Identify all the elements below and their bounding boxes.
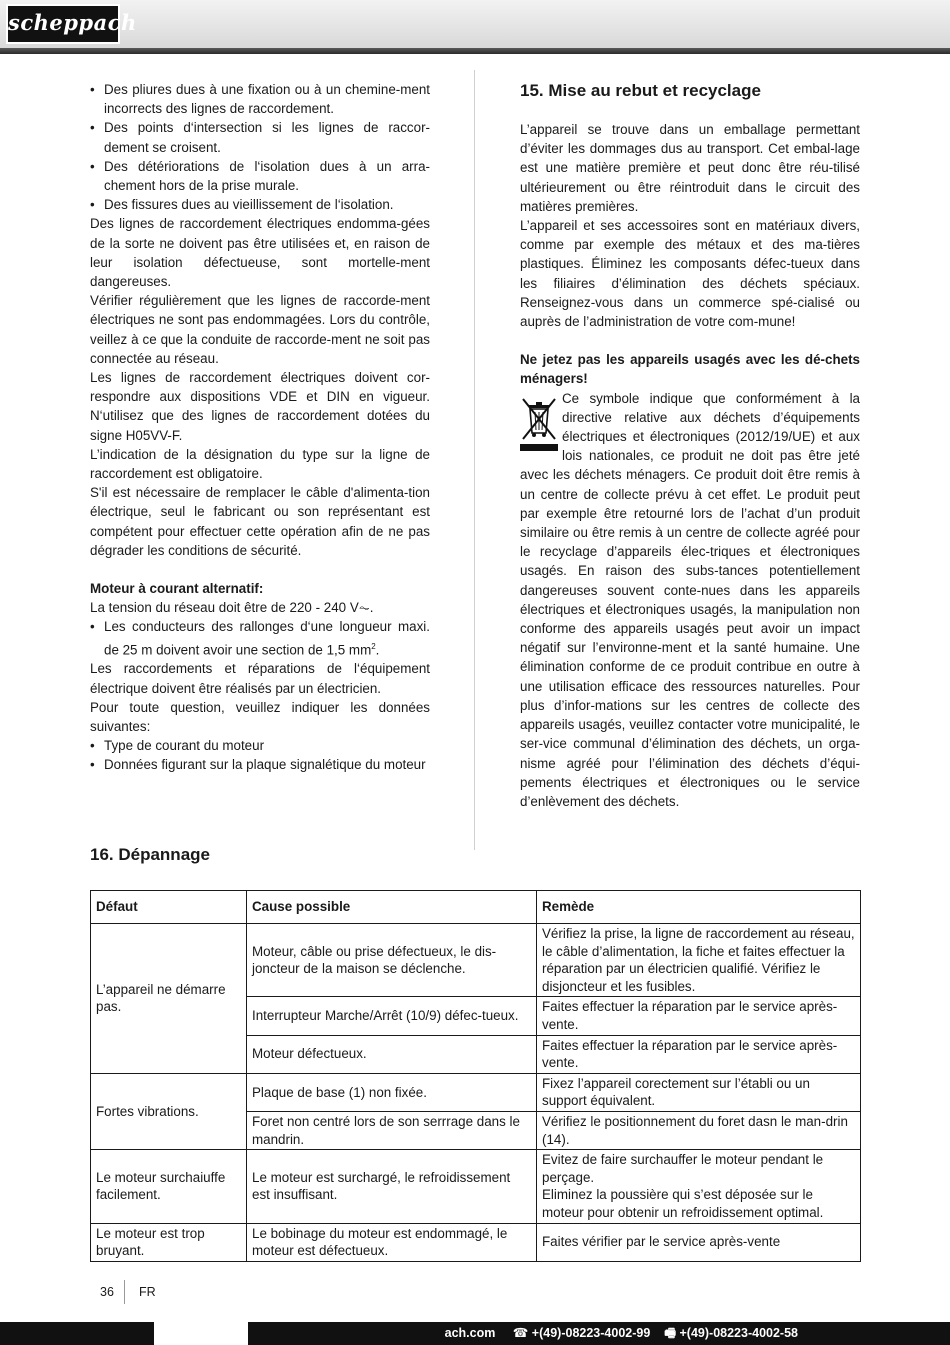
troubleshooting-table [90,890,861,1262]
motor-heading: Moteur à courant alternatif: [90,581,264,597]
remedy-cell: Vérifiez le positionnement du foret dasn le man-drin (14). [537,1111,861,1149]
remedy-cell: Vérifiez la prise, la ligne de raccordement au réseau, le câble d’alimentation, la fiche et faites effectuer la réparation par un électricien qualifié. Vérifiez le disjoncteur et les fusibles. [537,924,861,997]
weee-paragraph: Ce symbole indique que conformément à la directive relative aux déchets d’équipements électriques et électroniques (2012/19/UE) et aux lois nationales, ce produit ne doit pas être jeté avec les déchets ménagers. Ce produit doit être remis à un centre de collecte prévu à cet effet. Le produit peut par exemple être retourné lors de l’achat d’un produit similaire ou être remis à un centre de collecte agréé pour le recyclage d’appareils élec-triques et électroniques usagés. En raison des subs-tances potentiellement dangereuses souvent conte-nues dans les appareils électriques et électroniques usagés, la manipulation non conforme des appareils usagés peut avoir un impact négatif sur l’environne-ment et la santé humaine. Une élimination conforme de ce produit contribue en outre à une utilisation efficace des ressources naturelles. Pour plus d’infor-mations sur les centres de collecte des appareils usagés, veuillez contacter votre municipalité, le ser-vice communal d’élimination des déchets, un orga-nisme agréé pour l’élimination des déchets d’équi-pements électriques et électroniques ou le service d’enlèvement des déchets. [520,390,860,809]
language-code: FR [139,1285,156,1299]
phone-icon: ☎ [512,1326,529,1340]
left-column [90,80,430,775]
crossed-bin-icon [520,395,558,453]
footer-divider [124,1280,125,1304]
remedy-cell: Fixez l’appareil corectement sur l’établi ou un support équivalent. [537,1073,861,1111]
fault-cell: Le moteur surchaiuffe facilement. [91,1150,247,1223]
list-item: • Des pliures dues à une fixation ou à un chemine-ment incorrects des lignes de raccordement. [90,82,430,117]
table-header-row [91,891,861,924]
right-column [520,80,860,811]
fault-cell: Fortes vibrations. [91,1073,247,1149]
list-item: • Des détériorations de l‘isolation dues à un arra-chement hors de la prise murale. [90,158,430,194]
footer-bar-gap [154,1322,248,1345]
page-header [0,0,950,48]
cause-cell: Moteur défectueux. [247,1035,537,1073]
table-row [91,1150,861,1223]
paragraph: Des lignes de raccordement électriques endomma-gées de la sorte ne doivent pas être utilisées et, en raison de leur isolation défectueuse, sont mortelle-ment dangereuses. [90,216,430,290]
phone-number: +(49)-08223-4002-99 [531,1326,651,1340]
disposal-notice: Ne jetez pas les appareils usagés avec les dé-chets ménagers! [520,352,860,387]
damage-bullet-list [90,80,430,214]
column-header-cause: Cause possible [247,891,537,924]
fax-number: +(49)-08223-4002-58 [679,1326,798,1340]
cause-cell: Plaque de base (1) non fixée. [247,1073,537,1111]
brand-logo: scheppach [6,4,120,44]
list-item: • Des points d‘intersection si les lignes de raccor-dement se croisent. [90,120,430,155]
header-divider [0,48,950,54]
table-row [91,1223,861,1261]
paragraph: S'il est nécessaire de remplacer le câble d'alimenta-tion électrique, seul le fabricant ou son représentant est compétent pour effectuer cette opération afin de ne pas dégrader les conditions de sécurité. [90,485,430,558]
paragraph: Vérifier régulièrement que les lignes de raccorde-ment électriques ne sont pas endommagées. Lors du contrôle, veillez à ce que la conduite de raccorde-ment ne soit pas connectée au réseau. [90,293,430,366]
voltage-line: La tension du réseau doit être de 220 - 240 V⏦. [90,600,374,616]
footer-contact [445,1322,798,1345]
cause-cell: Moteur, câble ou prise défectueux, le dis-joncteur de la maison se déclenche. [247,924,537,997]
remedy-cell: Faites effectuer la réparation par le service après-vente. [537,1035,861,1073]
column-divider [474,70,475,850]
list-item: • Données figurant sur la plaque signalétique du moteur [90,757,426,773]
cause-cell: Foret non centré lors de son serrrage dans le mandrin. [247,1111,537,1149]
table-row [91,924,861,997]
cause-cell: Interrupteur Marche/Arrêt (10/9) défec-tueux. [247,997,537,1035]
table-row [91,1073,861,1111]
paragraph: Pour toute question, veuillez indiquer les données suivantes: [90,699,430,734]
section-heading-recycling: 15. Mise au rebut et recyclage [520,81,761,100]
ac-symbol: ⏦. [358,600,374,616]
cause-cell: Le moteur est surchargé, le refroidissement est insuffisant. [247,1150,537,1223]
remedy-cell: Evitez de faire surchauffer le moteur pendant le perçage. Eliminez la poussière qui s’est déposée sur le moteur pour obtenir un refroidissement optimal. [537,1150,861,1223]
weee-block [520,389,860,811]
cable-bullet-list [90,617,430,659]
paragraph: L’appareil se trouve dans un emballage permettant d’éviter les dommages dus au transport. Cet embal-lage est une matière première et peut donc être réu-tilisé ultérieurement ou être réintroduit dans le circuit des matières premières. [520,122,860,214]
remedy-cell: Faites vérifier par le service après-vente [537,1223,861,1261]
paragraph: Les raccordements et réparations de l‘équipement électrique doivent être réalisés par un électricien. [90,661,430,696]
paragraph: L’appareil et ses accessoires sont en matériaux divers, comme par exemple des métaux et des ma-tières plastiques. Éliminez les composants défec-tueux dans les filiaires d’élimination des déchets spéciaux. Renseignez-vous dans un commerce spé-cialisé ou auprès de l’administration de votre com-mune! [520,218,860,330]
list-item: • Type de courant du moteur [90,738,265,754]
list-item: • Des fissures dues au vieillissement de l‘isolation. [90,197,394,213]
fault-cell: L’appareil ne démarre pas. [91,924,247,1074]
fax-icon: 🖷 [664,1326,677,1340]
paragraph: L’indication de la désignation du type sur la ligne de raccordement est obligatoire. [90,446,430,482]
page-number: 36 [100,1285,114,1299]
fault-cell: Le moteur est trop bruyant. [91,1223,247,1261]
cause-cell: Le bobinage du moteur est endommagé, le moteur est défectueux. [247,1223,537,1261]
section-heading-troubleshooting: 16. Dépannage [90,845,210,864]
info-bullet-list [90,736,430,774]
website-text: ach.com [444,1326,496,1340]
remedy-cell: Faites effectuer la réparation par le service après-vente. [537,997,861,1035]
list-item: • Les conducteurs des rallonges d‘une longueur maxi. de 25 m doivent avoir une section de 1,5 $mm^2$. [90,619,430,658]
column-header-fault: Défaut [91,891,247,924]
column-header-remedy: Remède [537,891,861,924]
paragraph: Les lignes de raccordement électriques doivent cor-respondre aux dispositions VDE et DIN en vigueur. N‘utilisez que des lignes de raccordement dotées du signe H05VV-F. [90,370,430,443]
